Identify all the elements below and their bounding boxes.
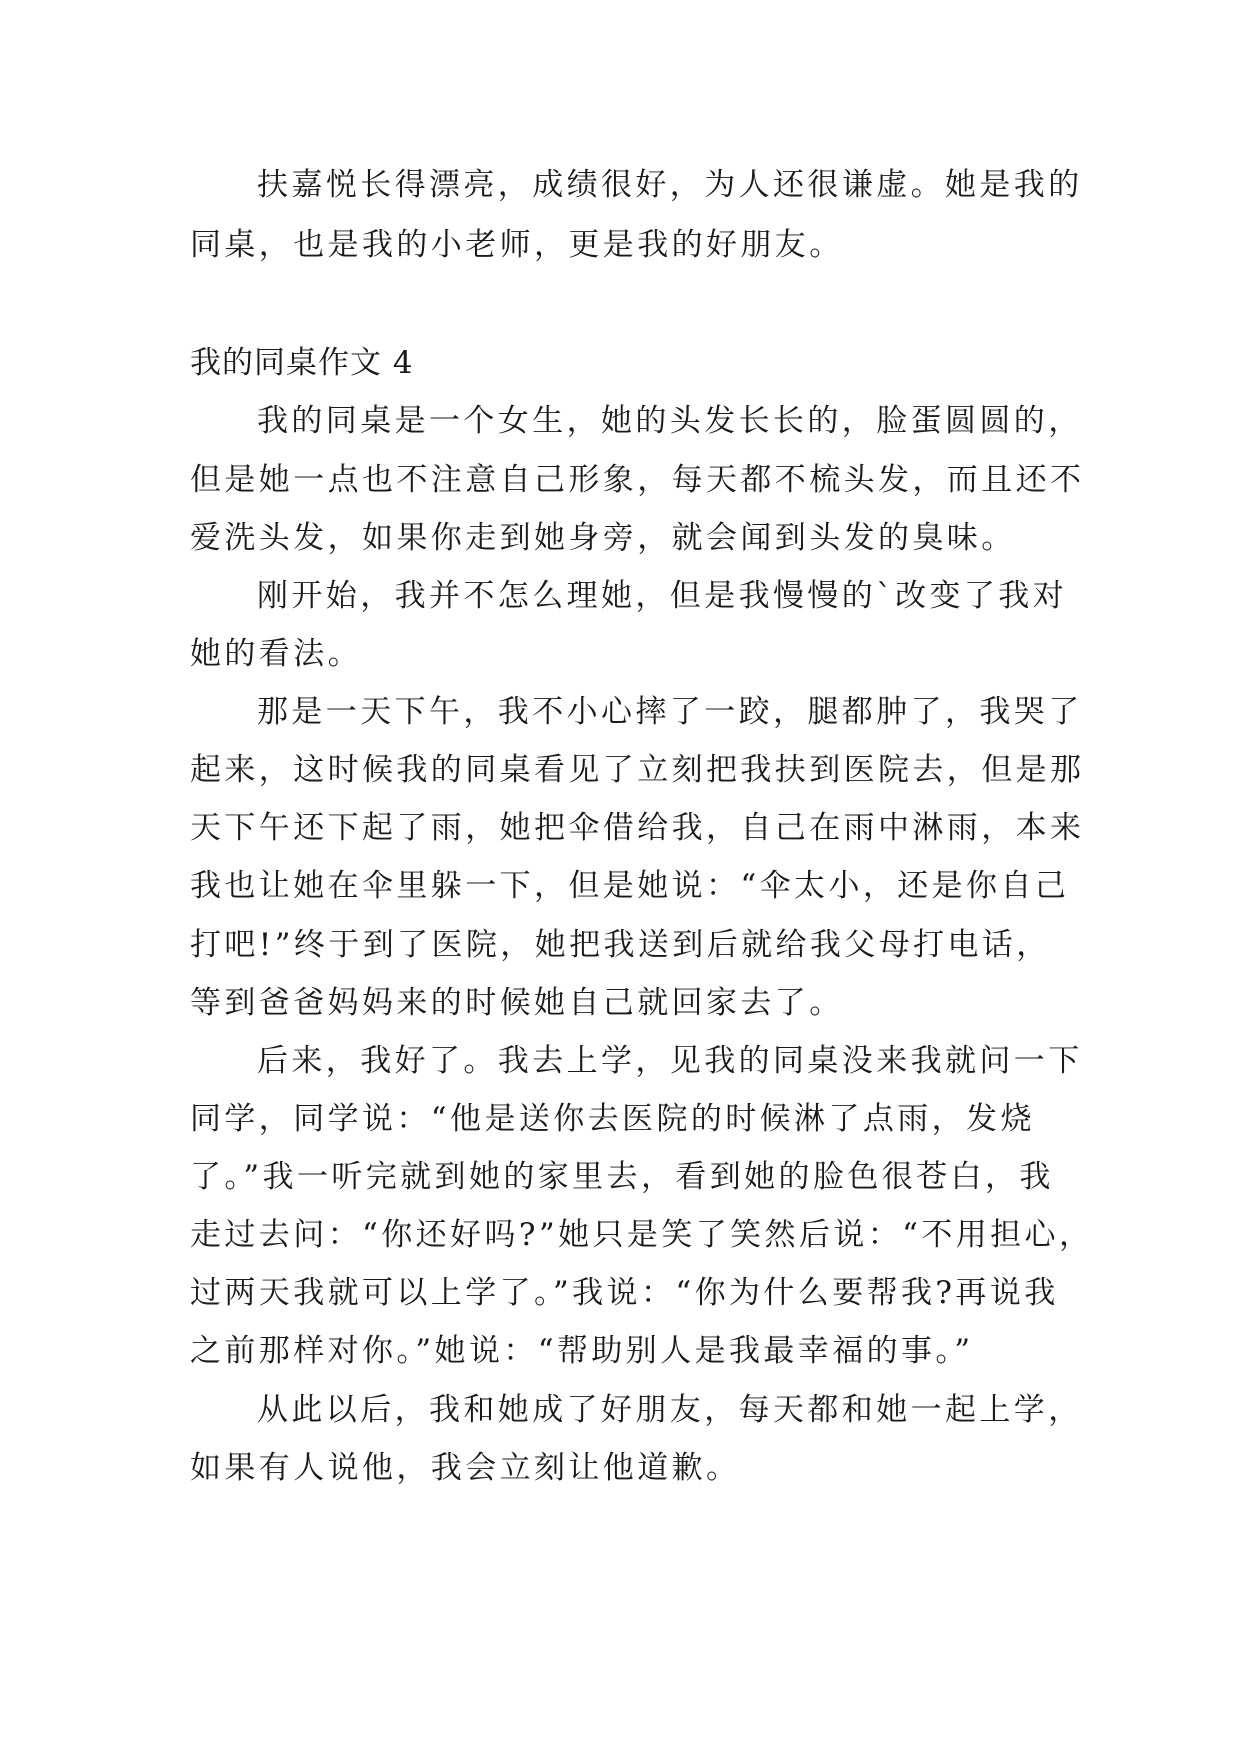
text-line: 我的同桌是一个女生，她的头发长长的，脸蛋圆圆的， — [257, 403, 1083, 439]
text-line: 那是一天下午，我不小心摔了一跤，腿都肿了，我哭了 — [257, 694, 1083, 730]
text-line: 打吧!”终于到了医院，她把我送到后就给我父母打电话， — [190, 927, 1051, 963]
text-line: 了。”我一听完就到她的家里去，看到她的脸色很苍白，我 — [190, 1159, 1054, 1195]
text-line: 后来，我好了。我去上学，见我的同桌没来我就问一下 — [257, 1043, 1083, 1079]
text-line: 天下午还下起了雨，她把伞借给我，自己在雨中淋雨，本来 — [190, 810, 1085, 846]
text-line: 但是她一点也不注意自己形象，每天都不梳头发，而且还不 — [190, 462, 1085, 498]
text-line: 刚开始，我并不怎么理她，但是我慢慢的`改变了我对 — [257, 578, 1068, 614]
text-line: 从此以后，我和她成了好朋友，每天都和她一起上学， — [257, 1392, 1083, 1428]
text-line: 扶嘉悦长得漂亮，成绩很好，为人还很谦虚。她是我的 — [257, 167, 1083, 203]
text-line: 过两天我就可以上学了。”我说：“你为什么要帮我?再说我 — [190, 1275, 1059, 1311]
text-line: 我也让她在伞里躲一下，但是她说：“伞太小，还是你自己 — [190, 868, 1070, 904]
text-line: 之前那样对你。”她说：“帮助别人是我最幸福的事。” — [190, 1333, 974, 1369]
text-line: 走过去问：“你还好吗?”她只是笑了笑然后说：“不用担心， — [190, 1217, 1094, 1253]
text-line: 起来，这时候我的同桌看见了立刻把我扶到医院去，但是那 — [190, 752, 1085, 788]
text-line: 同学，同学说：“他是送你去医院的时候淋了点雨，发烧 — [190, 1101, 1035, 1137]
section-heading: 我的同桌作文 4 — [190, 345, 414, 381]
text-line: 同桌，也是我的小老师，更是我的好朋友。 — [190, 227, 844, 263]
text-line: 等到爸爸妈妈来的时候她自己就回家去了。 — [190, 985, 844, 1021]
text-line: 如果有人说他，我会立刻让他道歉。 — [190, 1450, 741, 1486]
text-line: 爱洗头发，如果你走到她身旁，就会闻到头发的臭味。 — [190, 520, 1016, 556]
text-line: 她的看法。 — [190, 636, 362, 672]
